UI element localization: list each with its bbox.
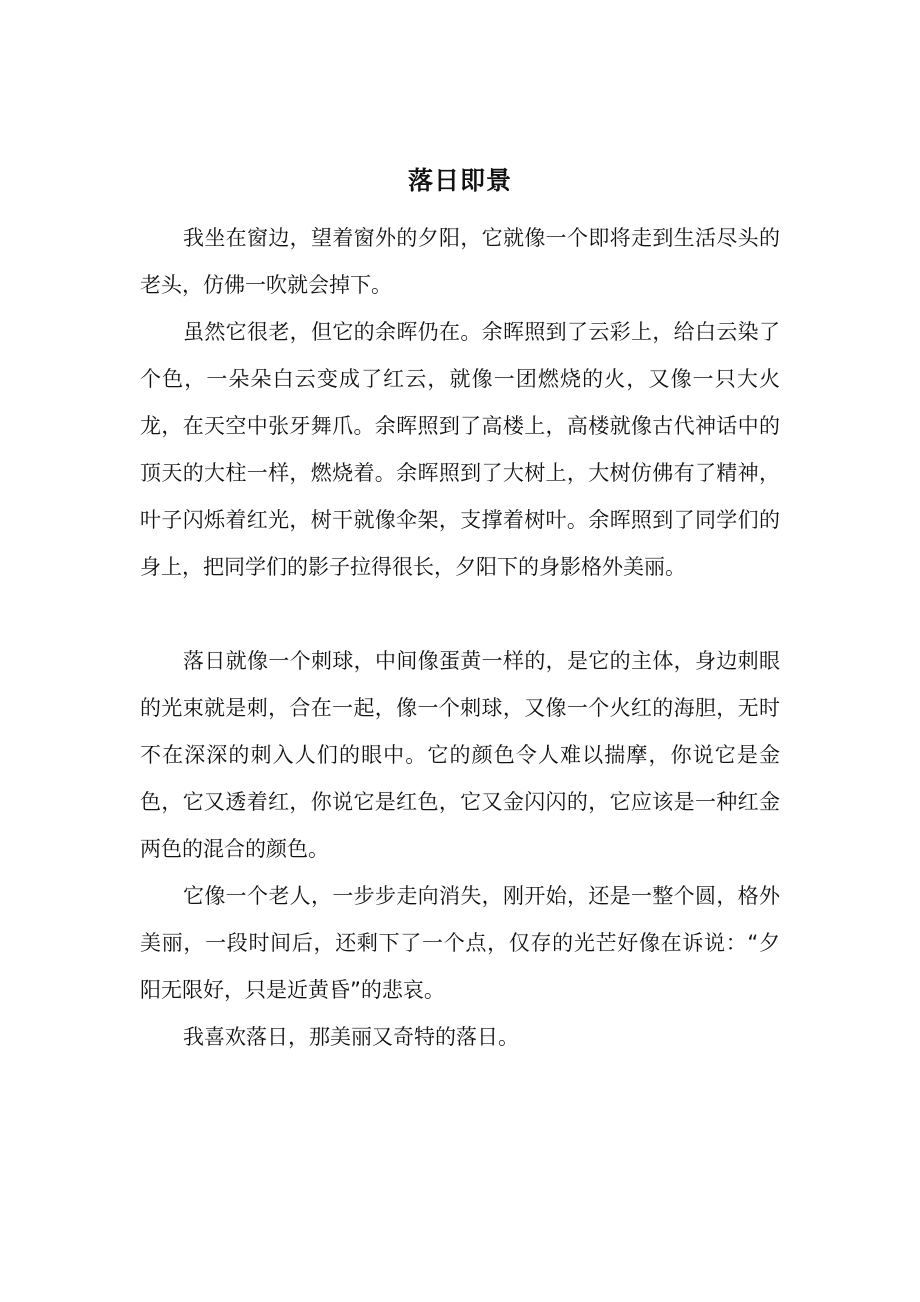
document-title: 落日即景 (407, 165, 512, 195)
paragraph-2: 虽然它很老，但它的余晖仍在。余晖照到了云彩上，给白云染了个色，一朵朵白云变成了红云，就像一团燃烧的火，又像一只大火龙，在天空中张牙舞爪。余晖照到了高楼上，高楼就像古代神话中的顶天的大柱一样，燃烧着。余晖照到了大树上，大树仿佛有了精神，叶子闪烁着红光，树干就像伞架，支撑着树叶。余晖照到了同学们的身上，把同学们的影子拉得很长，夕阳下的身影格外美丽。 (140, 320, 780, 579)
paragraph-4: 它像一个老人，一步步走向消失，刚开始，还是一整个圆，格外美丽，一段时间后，还剩下了一个点，仅存的光芒好像在诉说：“夕阳无限好，只是近黄昏”的悲哀。 (140, 884, 780, 1002)
paragraph-3: 落日就像一个刺球，中间像蛋黄一样的，是它的主体，身边刺眼的光束就是刺，合在一起，像一个刺球，又像一个火红的海胆，无时不在深深的刺入人们的眼中。它的颜色令人难以揣摩，你说它是金色，它又透着红，你说它是红色，它又金闪闪的，它应该是一种红金两色的混合的颜色。 (140, 649, 780, 861)
document-body (140, 215, 780, 1061)
paragraph-5: 我喜欢落日，那美丽又奇特的落日。 (183, 1025, 519, 1049)
paragraph-gap (140, 591, 780, 638)
paragraph-1: 我坐在窗边，望着窗外的夕阳，它就像一个即将走到生活尽头的老头，仿佛一吹就会掉下。 (140, 226, 780, 297)
